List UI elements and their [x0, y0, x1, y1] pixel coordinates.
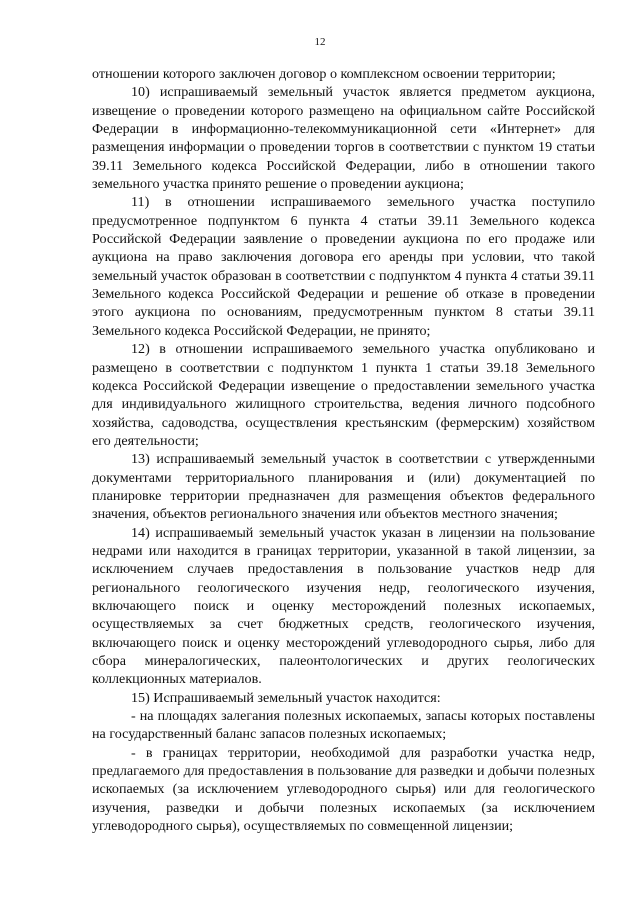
paragraph-12: 12) в отношении испрашиваемого земельного участка опубликовано и размещено в соответствии с подпунктом 1 пункта 1 статьи 39.18 Земельного кодекса Российской Федерации извещение о предоставлении земельного участка для индивидуального жилищного строительства, ведения личного подсобного хозяйства, садоводства, осуществления крестьянским (фермерским) хозяйством его деятельности;: [92, 341, 595, 449]
document-body: [92, 65, 595, 835]
paragraph-14: 14) испрашиваемый земельный участок указан в лицензии на пользование недрами или находится в границах территории, указанной в такой лицензии, за исключением случаев предоставления в пользование участков недр для регионального геологического изучения недр, геологического изучения, включающего поиск и оценку месторождений полезных ископаемых, осуществляемых за счет бюджетных средств, геологического изучения, включающего поиск и оценку месторождений углеводородного сырья, либо для сбора минералогических, палеонтологических и других геологических коллекционных материалов.: [92, 524, 595, 688]
paragraph-10: 10) испрашиваемый земельный участок является предметом аукциона, извещение о проведении которого размещено на официальном сайте Российской Федерации в информационно-телекоммуникационной сети «Интернет» для размещения информации о проведении торгов в соответствии с пунктом 19 статьи 39.11 Земельного кодекса Российской Федерации, либо в отношении такого земельного участка принято решение о проведении аукциона;: [92, 84, 595, 193]
paragraph-11: 11) в отношении испрашиваемого земельного участка поступило предусмотренное подпунктом 6 пункта 4 статьи 39.11 Земельного кодекса Российской Федерации заявление о проведении аукциона по его продаже или аукциона на право заключения договора его аренды при условии, что такой земельный участок образован в соответствии с подпунктом 4 пункта 4 статьи 39.11 Земельного кодекса Российской Федерации и решение об отказе в проведении этого аукциона по основаниям, предусмотренным пунктом 8 статьи 39.11 Земельного кодекса Российской Федерации, не принято;: [92, 194, 595, 339]
paragraph-15-item-a: - на площадях залегания полезных ископаемых, запасы которых поставлены на государственный баланс запасов полезных ископаемых;: [92, 708, 595, 743]
paragraph-9-continuation: отношении которого заключен договор о комплексном освоении территории;: [92, 66, 556, 82]
paragraph-15-item-b: - в границах территории, необходимой для разработки участка недр, предлагаемого для предоставления в пользование для разведки и добычи полезных ископаемых (за исключением углеводородного сырья) или для геологического изучения, разведки и добычи полезных ископаемых (за исключением углеводородного сырья), осуществляемых по совмещенной лицензии;: [92, 744, 595, 835]
paragraph-13: 13) испрашиваемый земельный участок в соответствии с утвержденными документами территориального планирования и (или) документацией по планировке территории предназначен для размещения объектов федерального значения, объектов регионального значения или объектов местного значения;: [92, 451, 595, 523]
paragraph-15: 15) Испрашиваемый земельный участок находится:: [131, 689, 441, 706]
page-number: 12: [314, 36, 326, 48]
